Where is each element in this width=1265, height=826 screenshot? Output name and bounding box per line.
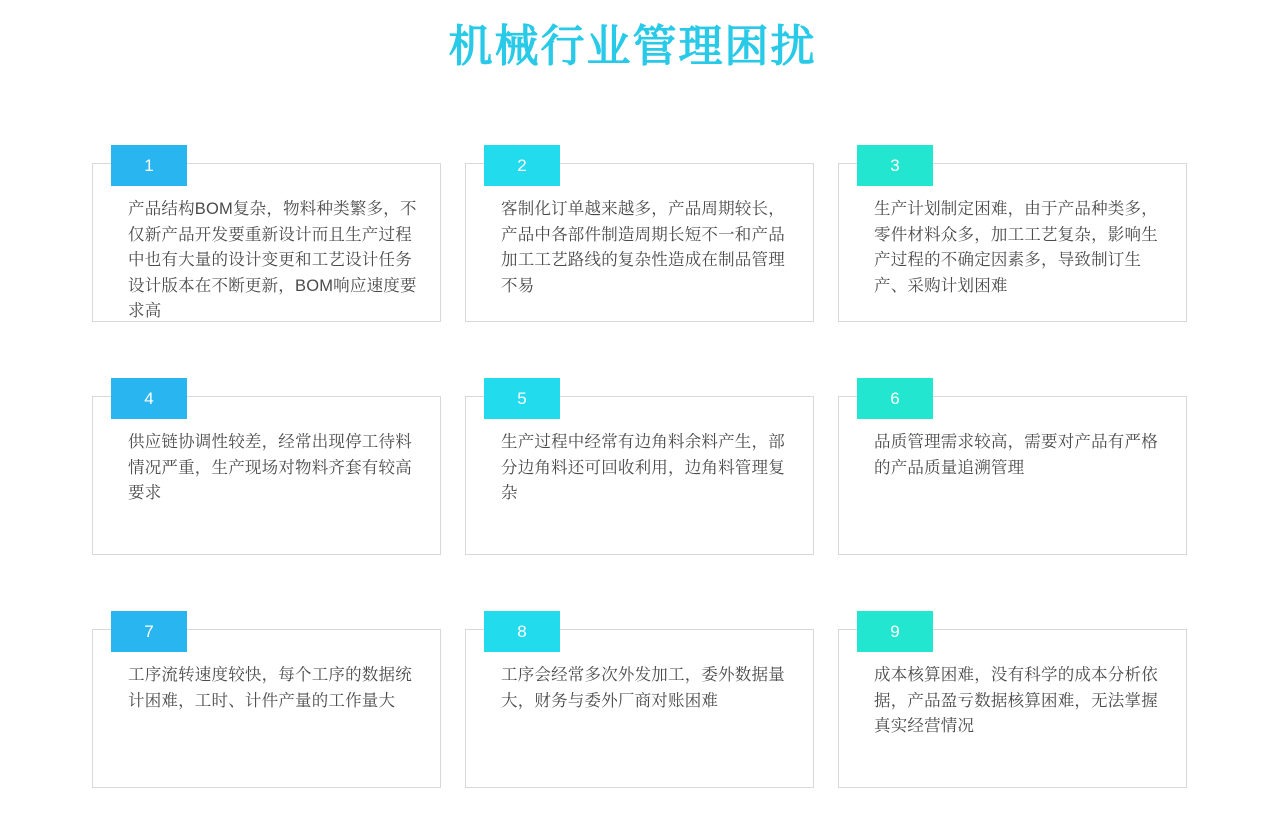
issue-card-4 [92, 378, 441, 555]
card-number-badge [484, 378, 560, 419]
card-text: 生产过程中经常有边角料余料产生，部分边角料还可回收利用，边角料管理复杂 [501, 433, 785, 503]
card-number-badge [857, 611, 933, 652]
issue-card-8 [465, 611, 814, 788]
card-number-badge [484, 145, 560, 186]
card-text: 生产计划制定困难，由于产品种类多，零件材料众多，加工工艺复杂，影响生产过程的不确定因素多，导致制订生产、采购计划困难 [874, 200, 1158, 295]
card-number-label: 3 [890, 155, 900, 175]
card-number-label: 7 [144, 621, 154, 641]
card-number-badge [111, 378, 187, 419]
issue-card-5 [465, 378, 814, 555]
card-number-label: 6 [890, 388, 900, 408]
card-number-badge [484, 611, 560, 652]
card-grid [92, 127, 1188, 826]
card-number-label: 9 [890, 621, 900, 641]
card-number-label: 5 [517, 388, 527, 408]
issue-card-6 [838, 378, 1187, 555]
card-text: 产品结构BOM复杂，物料种类繁多，不仅新产品开发要重新设计而且生产过程中也有大量的设计变更和工艺设计任务设计版本在不断更新，BOM响应速度要求高 [128, 200, 417, 321]
card-number-label: 8 [517, 621, 527, 641]
card-number-label: 2 [517, 155, 527, 175]
card-text: 供应链协调性较差，经常出现停工待料情况严重，生产现场对物料齐套有较高要求 [128, 433, 412, 503]
issue-card-3 [838, 145, 1187, 322]
card-number-badge [857, 145, 933, 186]
card-number-label: 1 [144, 155, 154, 175]
issue-card-1 [92, 145, 441, 322]
card-text: 成本核算困难，没有科学的成本分析依据，产品盈亏数据核算困难，无法掌握真实经营情况 [874, 666, 1158, 736]
card-text: 客制化订单越来越多，产品周期较长，产品中各部件制造周期长短不一和产品加工工艺路线的复杂性造成在制品管理不易 [501, 200, 785, 295]
card-text: 品质管理需求较高，需要对产品有严格的产品质量追溯管理 [874, 433, 1158, 477]
issue-card-2 [465, 145, 814, 322]
card-text: 工序流转速度较快，每个工序的数据统计困难，工时、计件产量的工作量大 [128, 666, 412, 710]
card-number-label: 4 [144, 388, 154, 408]
card-number-badge [111, 611, 187, 652]
issue-card-7 [92, 611, 441, 788]
page-title: 机械行业管理困扰 [448, 22, 817, 71]
issue-card-9 [838, 611, 1187, 788]
card-text: 工序会经常多次外发加工，委外数据量大，财务与委外厂商对账困难 [501, 666, 785, 710]
card-number-badge [857, 378, 933, 419]
card-number-badge [111, 145, 187, 186]
